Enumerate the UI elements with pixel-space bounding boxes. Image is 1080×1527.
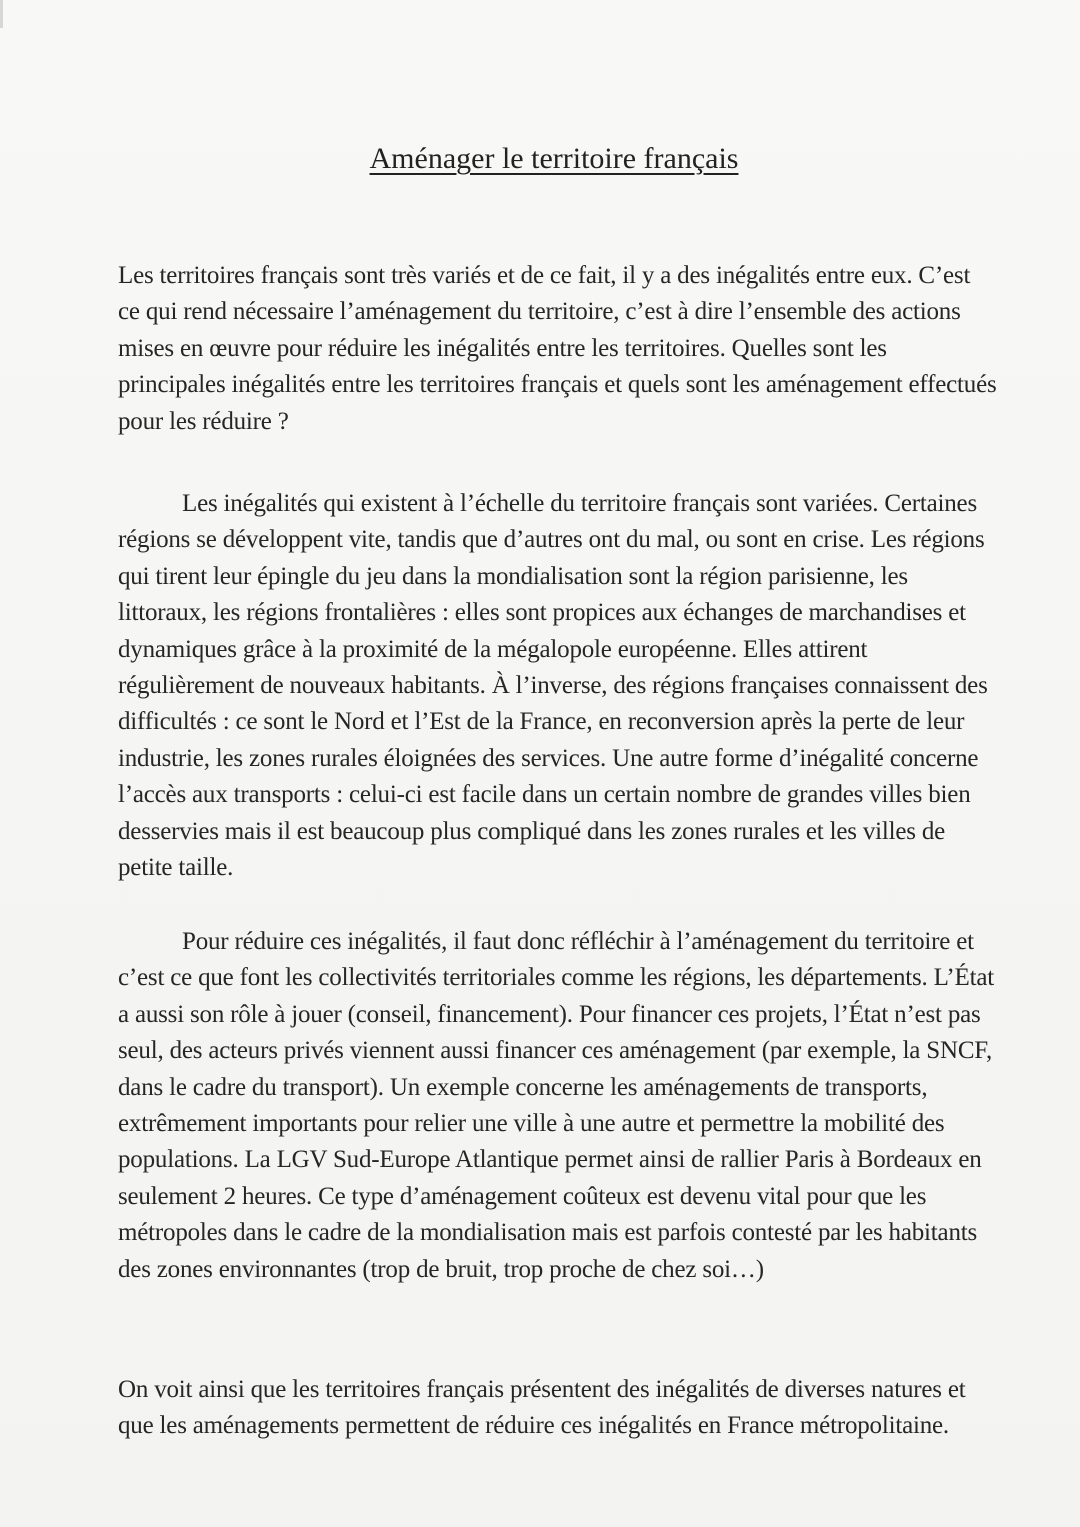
inequalities-paragraph: Les inégalités qui existent à l’échelle du territoire français sont variées. Certaines régions se développent vite, tandis que d’autres ont du mal, ou sont en crise. Les régions qui tirent leur épingle du jeu dans la mondialisation sont la région parisienne, les littoraux, les régions frontalières : elles sont propices aux échanges de marchandises et dynamiques grâce à la proximité de la mégalopole européenne. Elles attirent régulièrement de nouveaux habitants. À l’inverse, des régions françaises connaissent des difficultés : ce sont le Nord et l’Est de la France, en reconversion après la perte de leur industrie, les zones rurales éloignées des services. Une autre forme d’inégalité concerne l’accès aux transports : celui-ci est facile dans un certain nombre de grandes villes bien desservies mais il est beaucoup plus compliqué dans les zones rurales et les villes de petite taille. [118, 490, 988, 882]
planning-paragraph: Pour réduire ces inégalités, il faut donc réfléchir à l’aménagement du territoire et c’est ce que font les collectivités territoriales comme les régions, les départements. L’État a aussi son rôle à jouer (conseil, financement). Pour financer ces projets, l’État n’est pas seul, des acteurs privés viennent aussi financer ces aménagement (par exemple, la SNCF, dans le cadre du transport). Un exemple concerne les aménagements de transports, extrêmement importants pour relier une ville à une autre et permettre la mobilité des populations. La LGV Sud-Europe Atlantique permet ainsi de rallier Paris à Bordeaux en seulement 2 heures. Ce type d’aménagement coûteux est devenu vital pour que les métropoles dans le cadre de la mondialisation mais est parfois contesté par les habitants des zones environnantes (trop de bruit, trop proche de chez soi…) [118, 928, 994, 1283]
document-title [0, 142, 1080, 176]
document-title-text: Aménager le territoire français [369, 142, 739, 175]
page-edge-mark [0, 0, 3, 28]
introduction-paragraph: Les territoires français sont très variés et de ce fait, il y a des inégalités entre eux. C’est ce qui rend nécessaire l’aménagement du territoire, c’est à dire l’ensemble des actions mises en œuvre pour réduire les inégalités entre les territoires. Quelles sont les principales inégalités entre les territoires français et quels sont les aménagement effectués pour les réduire ? [118, 262, 997, 435]
conclusion-paragraph: On voit ainsi que les territoires français présentent des inégalités de diverses natures et que les aménagements permettent de réduire ces inégalités en France métropolitaine. [118, 1376, 966, 1440]
